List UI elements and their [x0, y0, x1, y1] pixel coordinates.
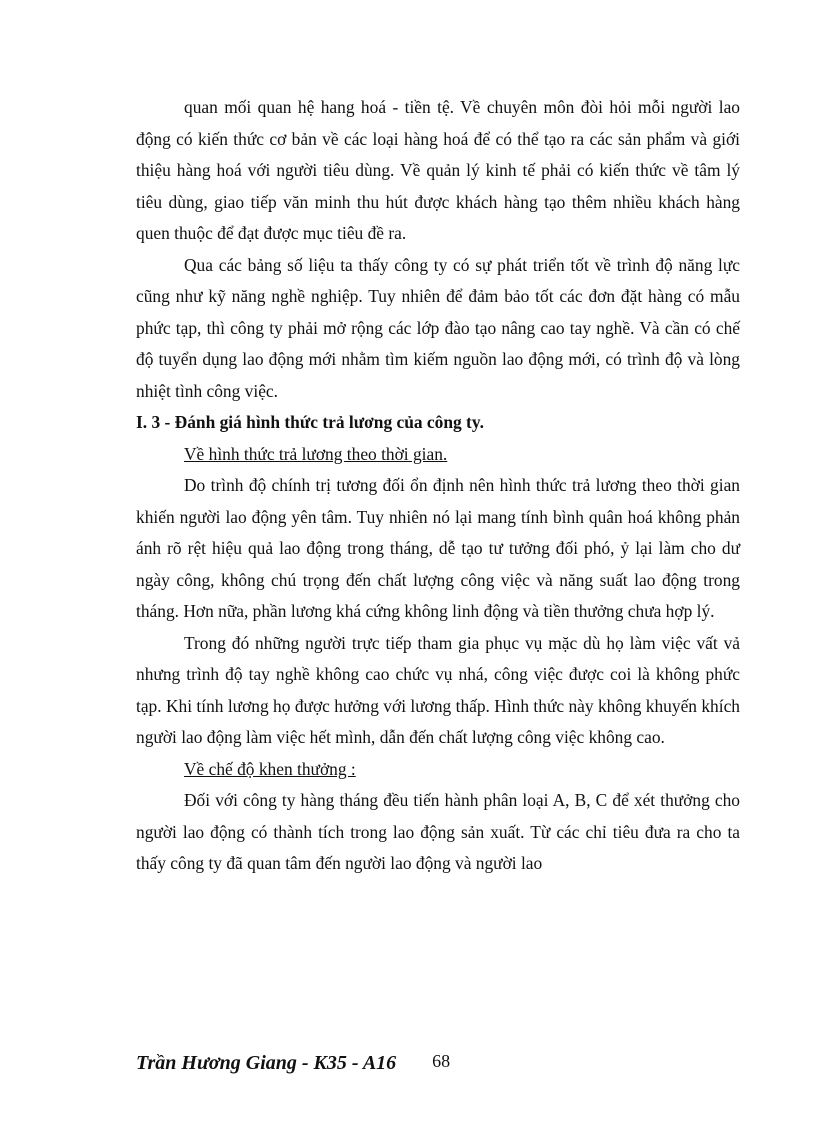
page-footer [136, 1048, 450, 1078]
section-heading: I. 3 - Đánh giá hình thức trả lương của công ty. [136, 412, 484, 432]
subheading-time-based-pay-text: Về hình thức trả lương theo thời gian. [184, 443, 448, 464]
page-number: 68 [432, 1051, 451, 1071]
paragraph-time-based-pay: Do trình độ chính trị tương đối ổn định nên hình thức trả lương theo thời gian khiến người lao động yên tâm. Tuy nhiên nó lại mang tính bình quân hoá không phản ánh rõ rệt hiệu quả lao động trong tháng, dễ tạo tư tưởng đối phó, ỷ lại làm cho dư ngày công, không chú trọng đến chất lượng công việc và năng suất lao động trong tháng. Hơn nữa, phần lương khá cứng không linh động và tiền thưởng chưa hợp lý. [136, 475, 740, 621]
document-body [136, 92, 740, 880]
subheading-bonus-policy [136, 754, 740, 786]
paragraph-intro-continuation: quan mối quan hệ hang hoá - tiền tệ. Về chuyên môn đòi hỏi mỗi người lao động có kiến thức cơ bản về các loại hàng hoá để có thể tạo ra các sản phẩm và giới thiệu hàng hoá với người tiêu dùng. Về quản lý kinh tế phải có kiến thức về tâm lý tiêu dùng, giao tiếp văn minh thu hút được khách hàng tạo thêm nhiều khách hàng quen thuộc để đạt được mục tiêu đề ra. [136, 97, 740, 243]
subheading-time-based-pay [136, 439, 740, 471]
paragraph-direct-workers: Trong đó những người trực tiếp tham gia phục vụ mặc dù họ làm việc vất vả nhưng trình độ tay nghề không cao chức vụ nhá, công việc được coi là không phức tạp. Khi tính lương họ được hưởng với lương thấp. Hình thức này không khuyến khích người lao động làm việc hết mình, dẫn đến chất lượng công việc không cao. [136, 632, 740, 747]
subheading-bonus-policy-text: Về chế độ khen thưởng : [184, 758, 356, 779]
paragraph-bonus-policy: Đối với công ty hàng tháng đều tiến hành phân loại A, B, C để xét thưởng cho người lao động có thành tích trong lao động sản xuất. Từ các chỉ tiêu đưa ra cho ta thấy công ty đã quan tâm đến người lao động và người lao [136, 790, 740, 873]
footer-author: Trần Hương Giang - K35 - A16 [136, 1052, 397, 1074]
paragraph-capability-assessment: Qua các bảng số liệu ta thấy công ty có sự phát triển tốt về trình độ năng lực cũng như kỹ năng nghề nghiệp. Tuy nhiên để đảm bảo tốt các đơn đặt hàng có mẫu phức tạp, thì công ty phải mở rộng các lớp đào tạo nâng cao tay nghề. Và cần có chế độ tuyển dụng lao động mới nhằm tìm kiếm nguồn lao động mới, có trình độ và lòng nhiệt tình công việc. [136, 254, 740, 401]
